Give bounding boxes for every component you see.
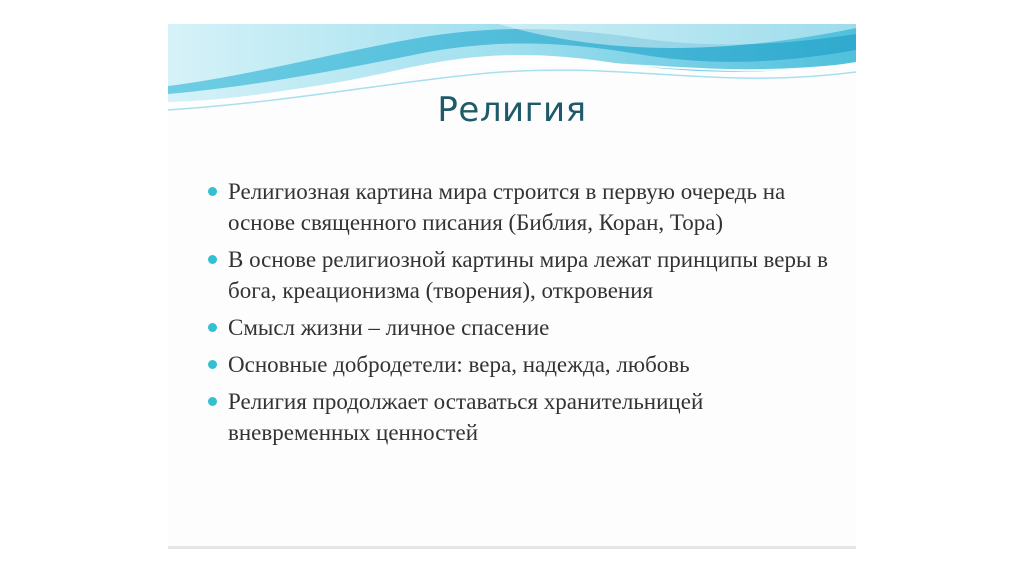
bullet-dot-icon bbox=[208, 397, 217, 406]
bullet-text: В основе религиозной картины мира лежат принципы веры в бога, креационизма (творения), откровения bbox=[228, 247, 829, 303]
bullet-text: Смысл жизни – личное спасение bbox=[228, 315, 550, 340]
bullet-text: Религия продолжает оставаться хранительницей вневременных ценностей bbox=[228, 389, 704, 445]
bullet-dot-icon bbox=[208, 323, 217, 332]
list-item bbox=[206, 312, 846, 343]
bullet-text: Основные добродетели: вера, надежда, любовь bbox=[228, 352, 690, 377]
list-item bbox=[206, 176, 846, 238]
list-item bbox=[206, 386, 846, 448]
slide-bottom-edge bbox=[168, 546, 856, 549]
bullet-dot-icon bbox=[208, 187, 217, 196]
bullet-list bbox=[206, 176, 846, 454]
bullet-text: Религиозная картина мира строится в первую очередь на основе священного писания (Библия, Коран, Тора) bbox=[228, 179, 786, 235]
bullet-dot-icon bbox=[208, 360, 217, 369]
slide bbox=[168, 24, 856, 548]
list-item bbox=[206, 244, 846, 306]
bullet-dot-icon bbox=[208, 255, 217, 264]
list-item bbox=[206, 349, 846, 380]
slide-title: Религия bbox=[437, 90, 587, 130]
